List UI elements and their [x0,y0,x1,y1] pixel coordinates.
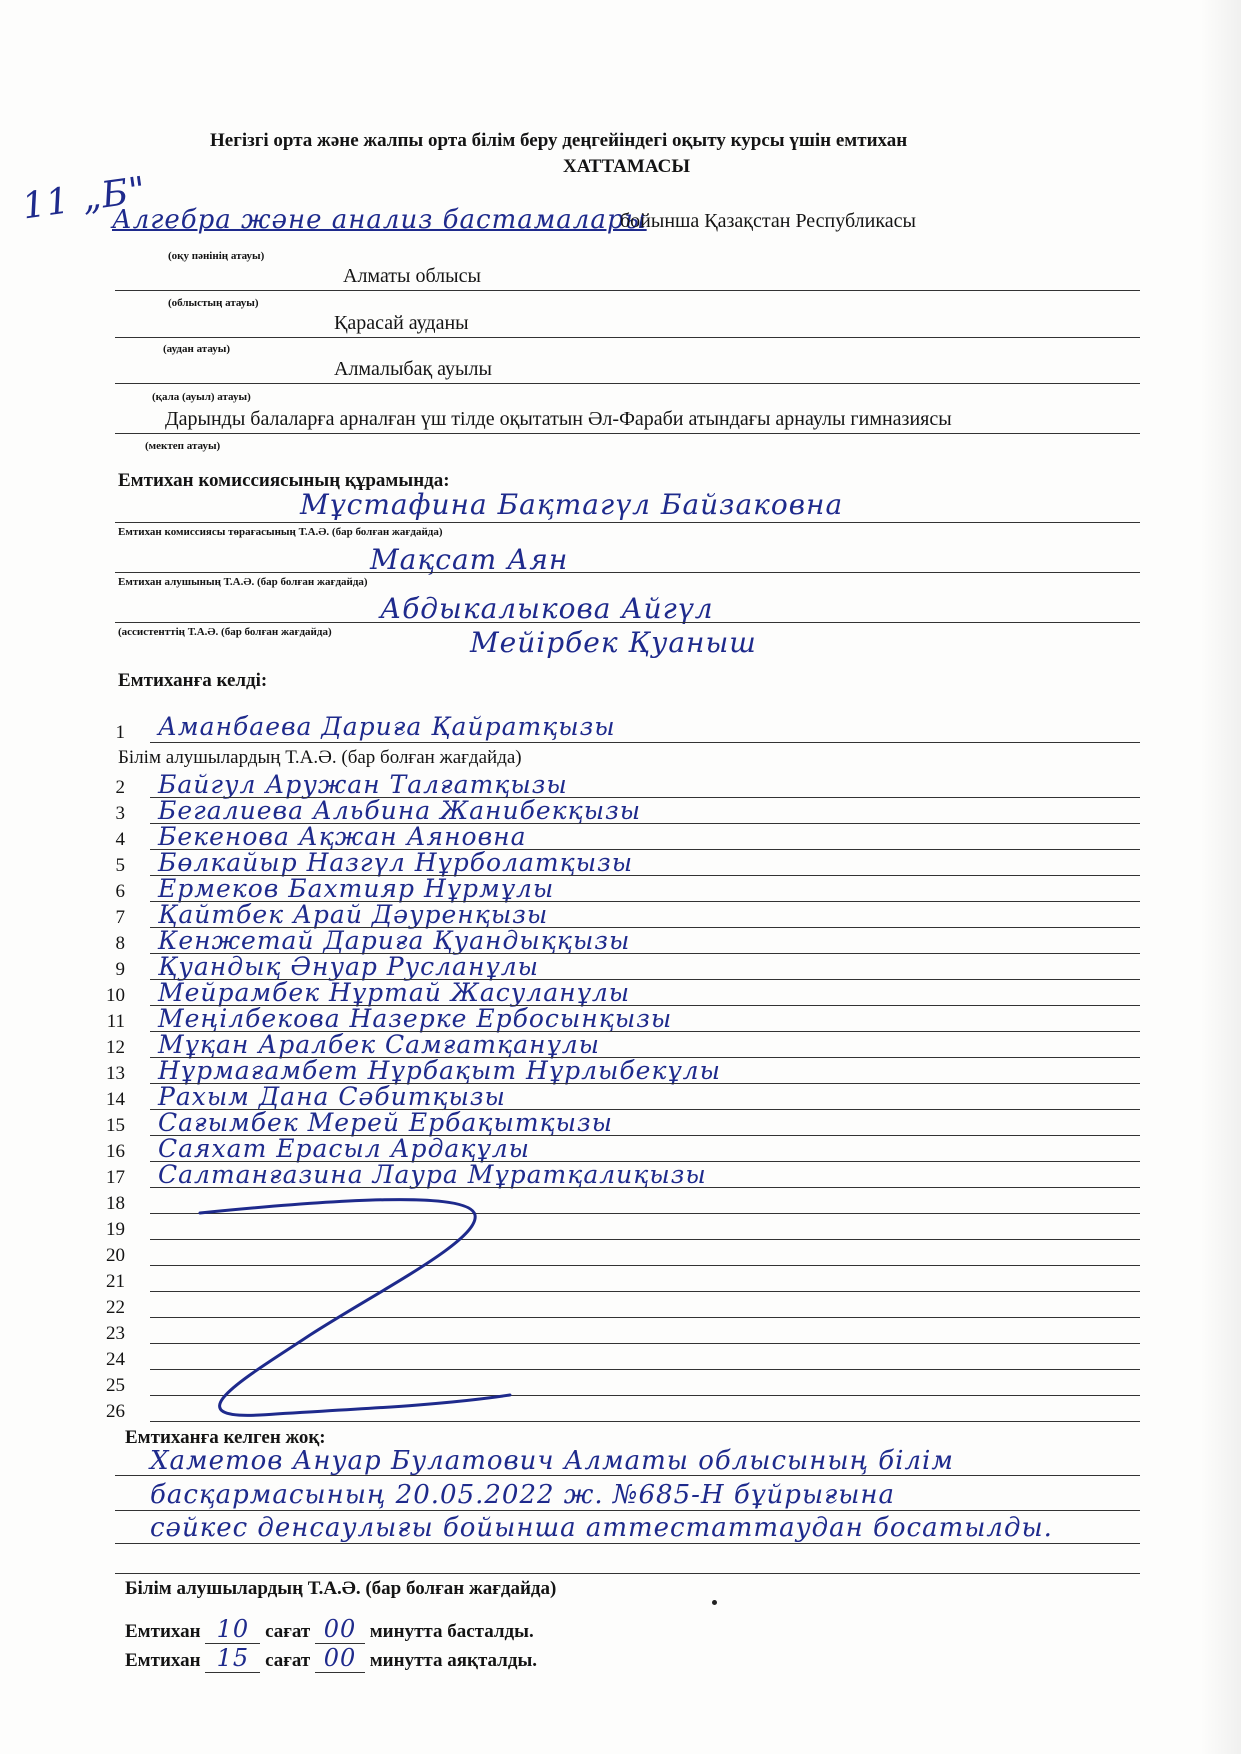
ink-dot [712,1600,717,1605]
attended-first-caption: Білім алушылардың Т.А.Ә. (бар болған жағдайда) [118,747,522,768]
end-minute: 00 [315,1644,365,1673]
district-value: Қарасай ауданы [334,312,469,334]
row-number-25: 25 [106,1375,125,1396]
row-number-15: 15 [106,1115,125,1136]
row-name-12: Мұқан Аралбек Самғатқанұлы [158,1030,601,1059]
school-caption: (мектеп атауы) [145,440,221,452]
school-line [115,433,1140,434]
commission-assistant-caption: (ассистенттің Т.А.Ә. (бар болған жағдайда) [118,626,332,638]
end-hour-word: сағат [265,1650,311,1671]
subject-caption: (оқу пәнінің атауы) [168,250,265,262]
region-value: Алматы облысы [343,265,481,287]
row-name-17: Салтанғазина Лаура Мұратқалиқызы [158,1160,707,1189]
start-prefix: Емтихан [125,1621,201,1642]
commission-assistant-name-1: Абдыкалыкова Айгүл [380,592,714,625]
commission-heading: Емтихан комиссиясының құрамында: [118,470,450,491]
title-line-2: ХАТТАМАСЫ [563,156,690,177]
row-number-19: 19 [106,1219,125,1240]
class-note: 11 „Б" [19,169,150,228]
row-number-23: 23 [106,1323,125,1344]
row-name-13: Нұрмағамбет Нұрбақыт Нұрлыбекұлы [158,1056,721,1085]
row-number-24: 24 [106,1349,125,1370]
absent-caption: Білім алушылардың Т.А.Ә. (бар болған жағдайда) [125,1578,557,1599]
row-name-9: Қуандық Әнуар Русланұлы [158,952,539,981]
row-number-7: 7 [115,907,125,928]
assistant-line [115,622,1140,623]
row-name-1: Аманбаева Дариға Қайратқызы [158,712,616,741]
row-number-14: 14 [106,1089,125,1110]
start-time-row [125,1615,534,1644]
absent-rule-3 [115,1543,1140,1544]
row-name-4: Бекенова Ақжан Аяновна [158,822,527,851]
row-number-2: 2 [115,777,125,798]
commission-chair-name: Мұстафина Бақтагүл Байзаковна [300,488,844,521]
end-prefix: Емтихан [125,1650,201,1671]
row-number-22: 22 [106,1297,125,1318]
row-name-2: Байгул Аружан Талғатқызы [158,770,568,799]
row-name-5: Бөлкайыр Назгүл Нұрболатқызы [158,848,634,877]
absent-heading: Емтиханға келген жоқ: [125,1427,326,1448]
row-number-3: 3 [115,803,125,824]
row-number-13: 13 [106,1063,125,1084]
row-name-16: Саяхат Ерасыл Ардақұлы [158,1134,530,1163]
row-line-17 [150,1187,1140,1188]
row-name-3: Бегалиева Альбина Жанибекқызы [158,796,642,825]
row-name-7: Қайтбек Арай Дәуренқызы [158,900,549,929]
district-caption: (аудан атауы) [163,343,231,355]
row-number-4: 4 [115,829,125,850]
start-hour: 10 [205,1615,260,1644]
locality-caption: (қала (ауыл) атауы) [152,391,251,403]
absent-rule-4 [115,1573,1140,1574]
commission-examiner-caption: Емтихан алушының Т.А.Ә. (бар болған жағдайда) [118,576,368,588]
end-hour: 15 [205,1644,260,1673]
subject-suffix: бойынша Қазақстан Республикасы [620,210,916,232]
row-line-1 [150,742,1140,743]
row-name-14: Рахым Дана Сәбитқызы [158,1082,506,1111]
row-number-6: 6 [115,881,125,902]
region-caption: (облыстың атауы) [168,297,259,309]
end-suffix: минутта аяқталды. [369,1650,538,1671]
cancel-stroke-mark [130,1195,530,1425]
title-line-1: Негізгі орта және жалпы орта білім беру деңгейіндегі оқыту курсы үшін емтихан [210,130,908,151]
row-number-12: 12 [106,1037,125,1058]
absent-line-2: басқармасының 20.05.2022 ж. №685-Н бұйрығына [150,1480,896,1510]
chair-line [115,522,1140,523]
school-value: Дарынды балаларға арналған үш тілде оқытатын Әл-Фараби атындағы арнаулы гимназиясы [165,408,952,430]
start-hour-word: сағат [265,1621,311,1642]
locality-value: Алмалыбақ ауылы [334,358,492,380]
subject-value: Алгебра және анализ бастамалары [112,205,647,235]
commission-examiner-name: Мақсат Аян [370,543,569,576]
row-number-26: 26 [106,1401,125,1422]
examiner-line [115,572,1140,573]
row-number-17: 17 [106,1167,125,1188]
row-number-5: 5 [115,855,125,876]
absent-rule-1 [115,1475,1140,1476]
absent-line-1: Хаметов Ануар Булатович Алматы облысының білім [150,1446,954,1476]
end-time-row [125,1644,537,1673]
row-number-8: 8 [115,933,125,954]
row-name-15: Сағымбек Мерей Ербақытқызы [158,1108,613,1137]
commission-chair-caption: Емтихан комиссиясы төрағасының Т.А.Ә. (бар болған жағдайда) [118,526,443,538]
absent-line-3: сәйкес денсаулығы бойынша аттестаттаудан босатылды. [150,1513,1053,1543]
row-name-8: Кенжетай Дариға Қуандыққызы [158,926,631,955]
scan-edge-shadow [1200,0,1241,1754]
locality-line [115,383,1140,384]
row-name-11: Меңілбекова Назерке Ербосынқызы [158,1004,673,1033]
row-number-18: 18 [106,1193,125,1214]
row-number-21: 21 [106,1271,125,1292]
commission-assistant-name-2: Мейірбек Қуаныш [470,626,757,659]
row-number-9: 9 [115,959,125,980]
row-number-10: 10 [106,985,125,1006]
region-line [115,290,1140,291]
absent-rule-2 [115,1510,1140,1511]
start-minute: 00 [315,1615,365,1644]
attended-heading: Емтиханға келді: [118,670,268,691]
district-line [115,337,1140,338]
row-number-20: 20 [106,1245,125,1266]
start-suffix: минутта басталды. [369,1621,534,1642]
row-name-6: Ермеков Бахтияр Нұрмұлы [158,874,555,903]
row-number-11: 11 [106,1011,125,1032]
row-number-1: 1 [115,722,125,743]
row-name-10: Мейрамбек Нұртай Жасуланұлы [158,978,631,1007]
row-number-16: 16 [106,1141,125,1162]
